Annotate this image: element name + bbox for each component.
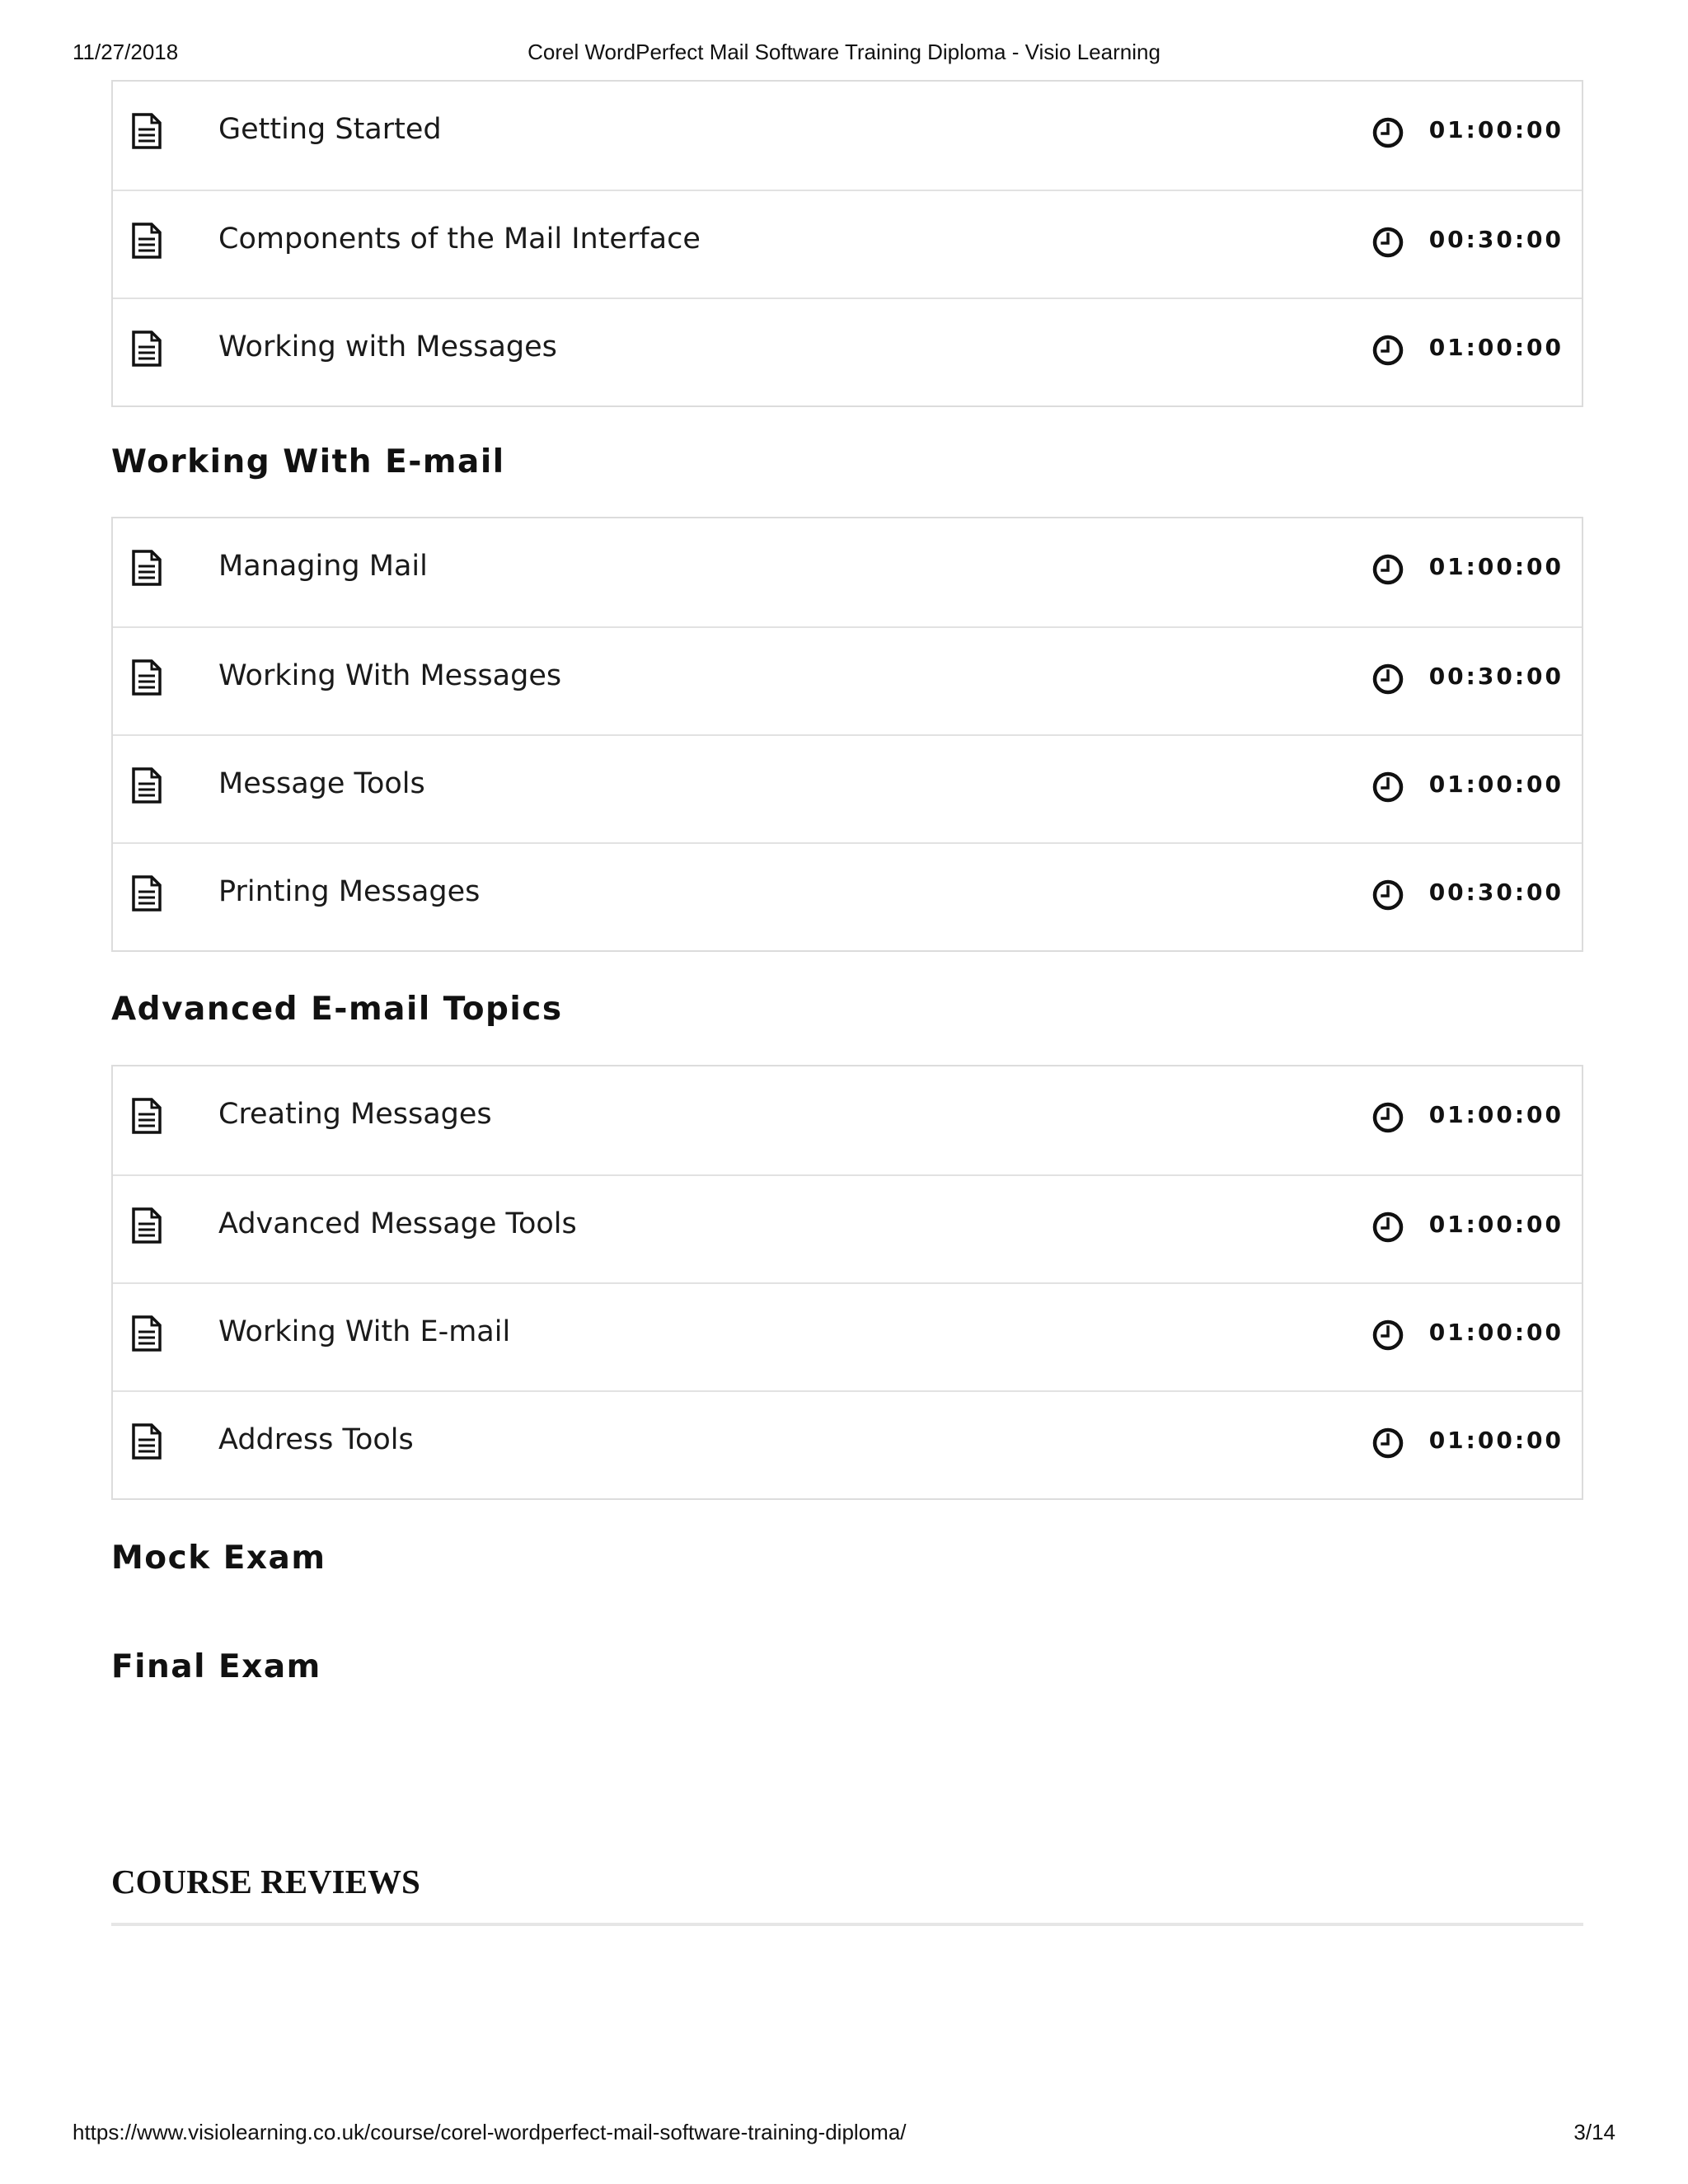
clock-icon — [1372, 334, 1404, 367]
lesson-title: Advanced Message Tools — [218, 1207, 577, 1240]
lesson-title: Components of the Mail Interface — [218, 223, 701, 255]
lesson-row[interactable] — [113, 1066, 1582, 1174]
lesson-duration: 01:00:00 — [1428, 334, 1564, 361]
document-icon — [131, 550, 162, 586]
lesson-row[interactable] — [113, 1390, 1582, 1498]
lesson-row[interactable] — [113, 1282, 1582, 1390]
lesson-duration: 01:00:00 — [1428, 116, 1564, 143]
lesson-duration: 01:00:00 — [1428, 1211, 1564, 1238]
lesson-row[interactable] — [113, 842, 1582, 950]
print-header — [0, 40, 1688, 69]
clock-icon — [1372, 771, 1404, 804]
lesson-title: Working With Messages — [218, 659, 562, 692]
lesson-row[interactable] — [113, 626, 1582, 734]
document-icon — [131, 223, 162, 259]
clock-icon — [1372, 226, 1404, 259]
lesson-duration: 01:00:00 — [1428, 553, 1564, 580]
print-date: 11/27/2018 — [73, 40, 179, 64]
document-icon — [131, 113, 162, 149]
document-icon — [131, 1315, 162, 1352]
document-icon — [131, 875, 162, 912]
section-heading[interactable]: Advanced E-mail Topics — [111, 991, 563, 1028]
print-url: https://www.visiolearning.co.uk/course/corel-wordperfect-mail-software-training-diploma/ — [73, 2120, 907, 2144]
document-icon — [131, 330, 162, 367]
lesson-title: Working With E-mail — [218, 1315, 511, 1348]
lesson-duration: 01:00:00 — [1428, 771, 1564, 798]
lesson-title: Getting Started — [218, 113, 442, 146]
print-page-number: 3/14 — [1573, 2120, 1615, 2144]
lesson-row[interactable] — [113, 1174, 1582, 1282]
lesson-duration: 01:00:00 — [1428, 1427, 1564, 1454]
document-icon — [131, 1098, 162, 1134]
lesson-title: Message Tools — [218, 767, 425, 800]
clock-icon — [1372, 1427, 1404, 1460]
document-icon — [131, 1423, 162, 1460]
clock-icon — [1372, 879, 1404, 912]
section-heading[interactable]: Final Exam — [111, 1648, 321, 1685]
lesson-row[interactable] — [113, 82, 1582, 190]
reviews-divider — [111, 1923, 1583, 1926]
lesson-duration: 00:30:00 — [1428, 663, 1564, 690]
lesson-row[interactable] — [113, 734, 1582, 842]
document-icon — [131, 659, 162, 696]
clock-icon — [1372, 116, 1404, 149]
lesson-title: Working with Messages — [218, 330, 557, 363]
lesson-title: Address Tools — [218, 1423, 414, 1456]
lesson-duration: 01:00:00 — [1428, 1101, 1564, 1128]
document-icon — [131, 767, 162, 804]
document-icon — [131, 1207, 162, 1244]
clock-icon — [1372, 553, 1404, 586]
lesson-title: Managing Mail — [218, 550, 428, 583]
section-heading[interactable]: Mock Exam — [111, 1540, 326, 1577]
lesson-list — [111, 80, 1583, 407]
course-reviews-heading: COURSE REVIEWS — [111, 1863, 420, 1900]
clock-icon — [1372, 663, 1404, 696]
lesson-list — [111, 1065, 1583, 1500]
lesson-list — [111, 517, 1583, 952]
clock-icon — [1372, 1211, 1404, 1244]
lesson-duration: 01:00:00 — [1428, 1319, 1564, 1346]
lesson-row[interactable] — [113, 518, 1582, 626]
lesson-row[interactable] — [113, 298, 1582, 405]
clock-icon — [1372, 1101, 1404, 1134]
section-heading[interactable]: Working With E-mail — [111, 443, 505, 480]
lesson-title: Printing Messages — [218, 875, 481, 908]
lesson-title: Creating Messages — [218, 1098, 492, 1131]
clock-icon — [1372, 1319, 1404, 1352]
lesson-duration: 00:30:00 — [1428, 879, 1564, 906]
lesson-row[interactable] — [113, 190, 1582, 298]
lesson-duration: 00:30:00 — [1428, 226, 1564, 253]
print-page-title: Corel WordPerfect Mail Software Training Diploma - Visio Learning — [528, 40, 1160, 64]
print-footer — [0, 2120, 1688, 2149]
